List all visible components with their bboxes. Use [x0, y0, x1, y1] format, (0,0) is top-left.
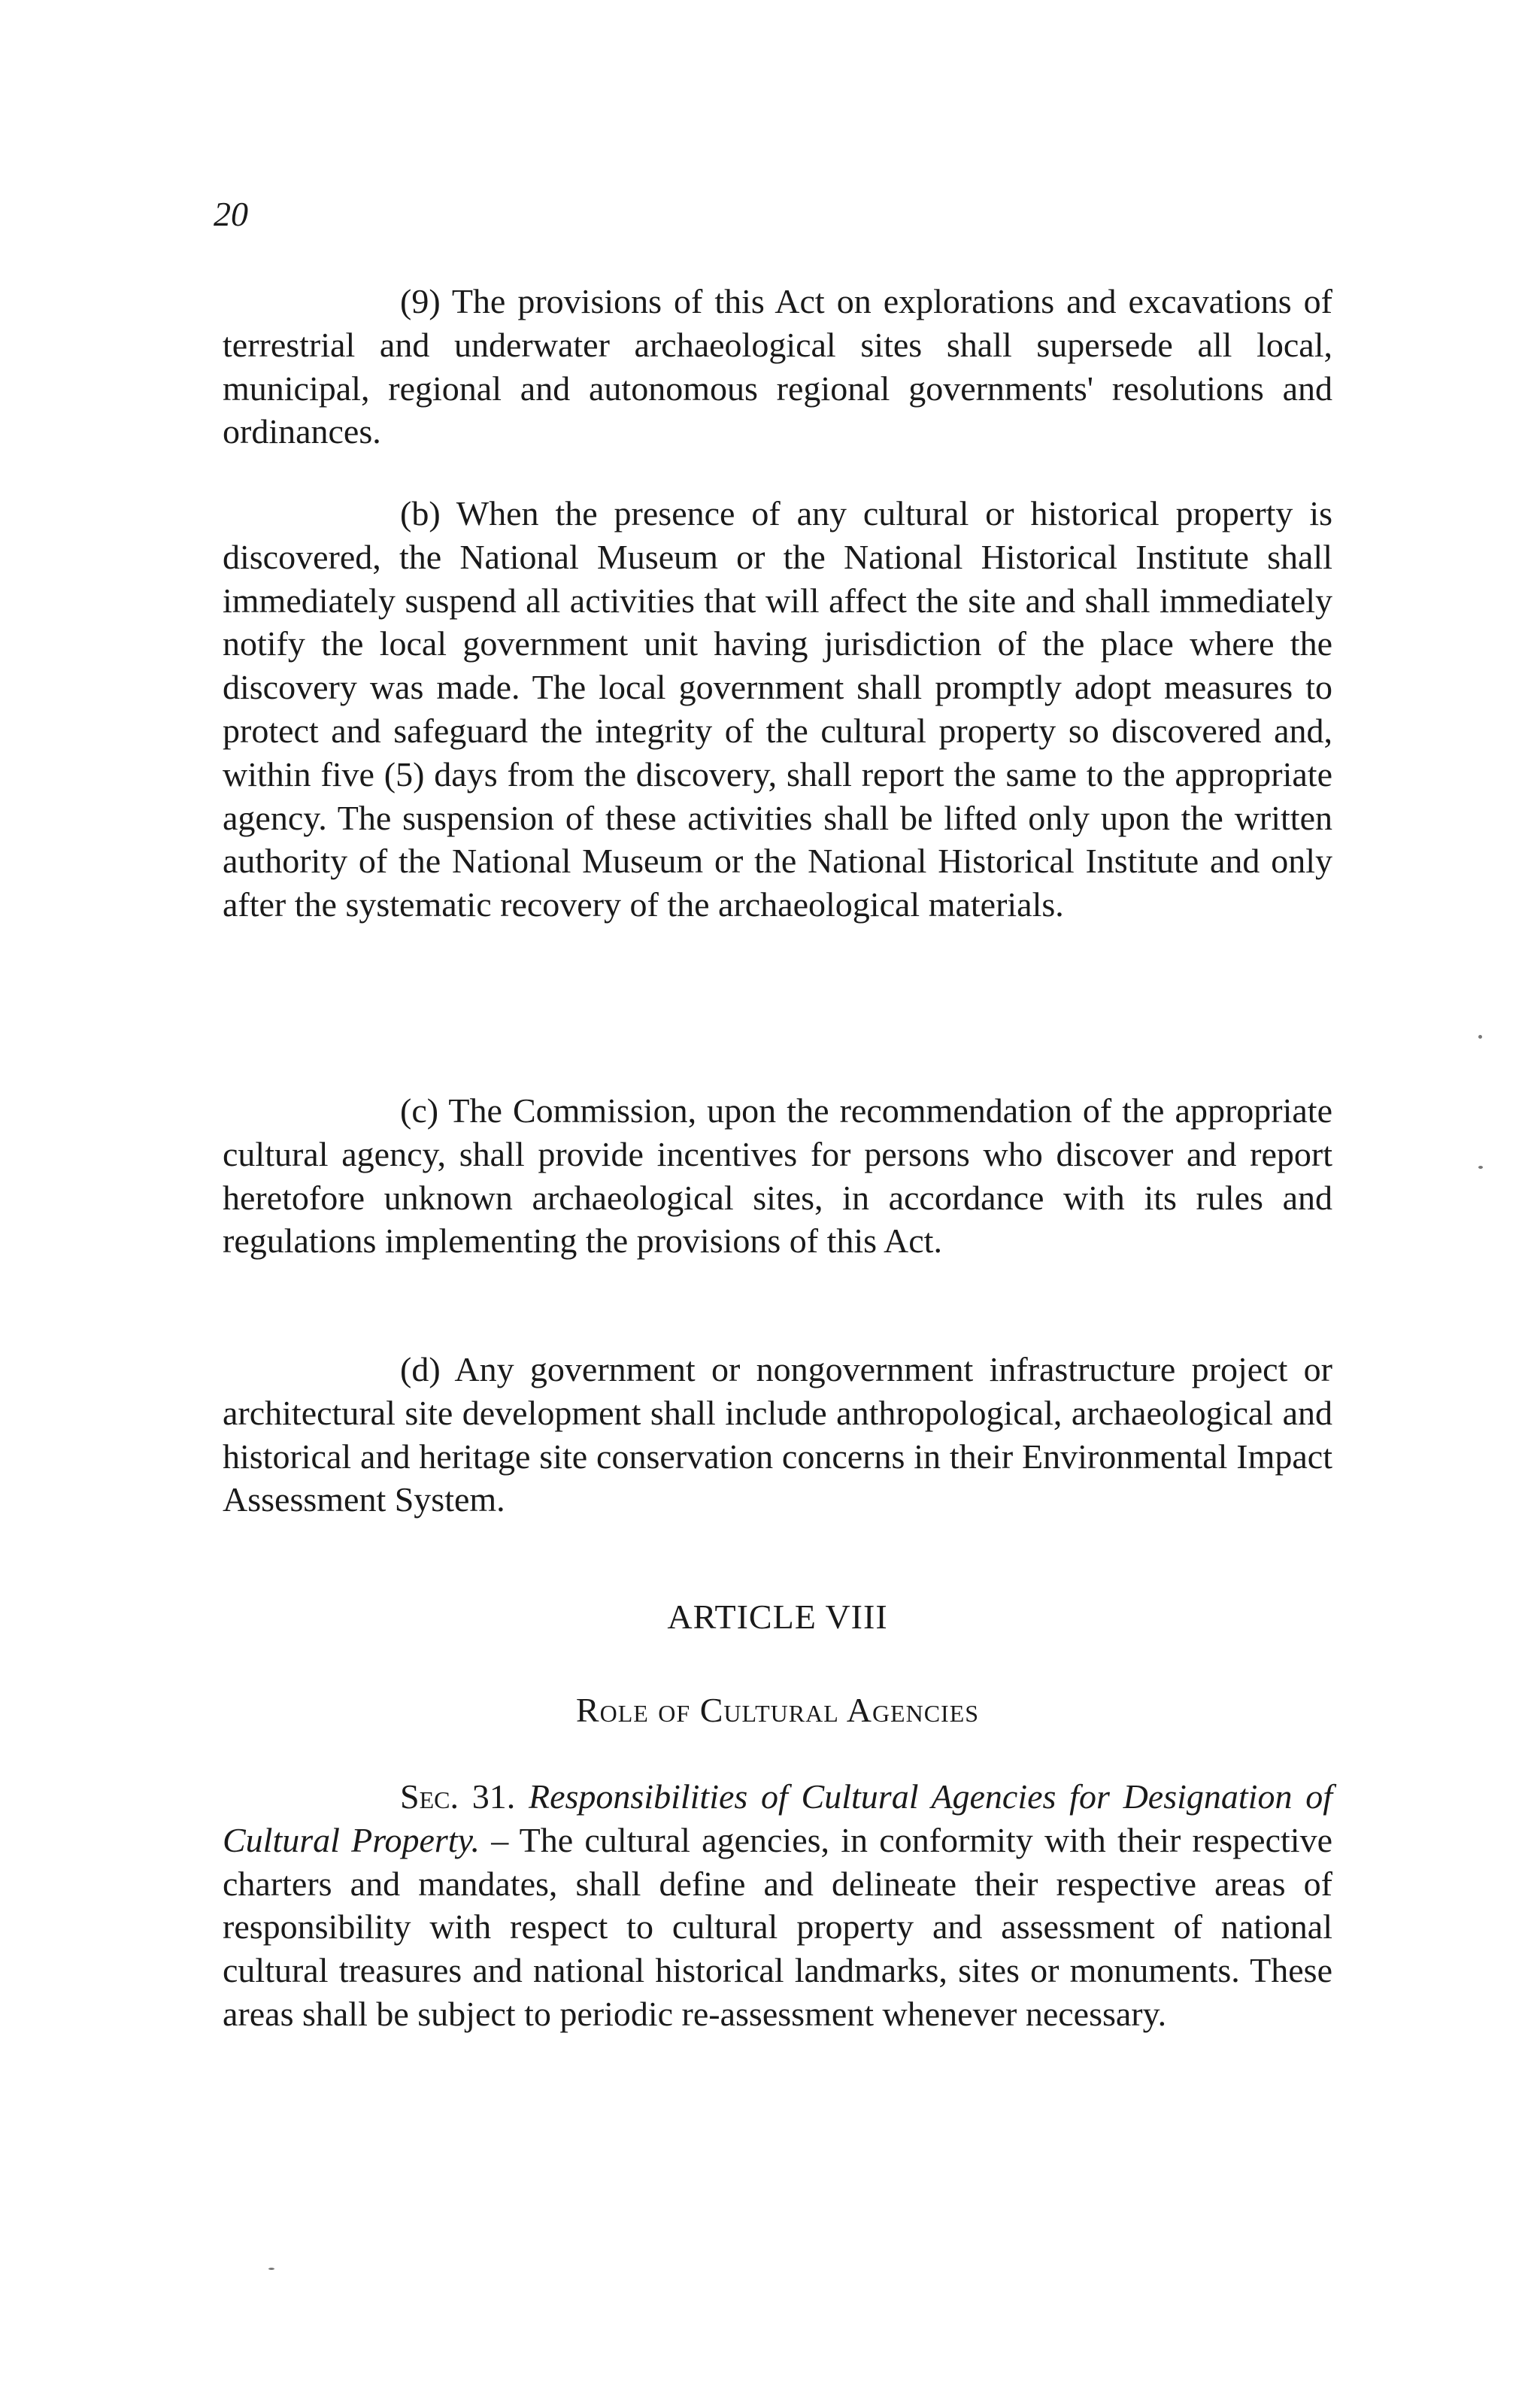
paragraph-label: (d)	[400, 1350, 441, 1388]
paragraph-b	[223, 492, 1332, 927]
paragraph-c	[223, 1089, 1332, 1263]
paragraph-label: (c)	[400, 1091, 439, 1130]
article-heading: ARTICLE VIII	[667, 1598, 888, 1636]
scan-speck	[1478, 1166, 1483, 1169]
paragraph-text: Any government or nongovernment infrastructure project or architectural site development shall include anthropological, archaeological and historical and heritage site conservation concerns in their Environmental Impact Assessment System.	[223, 1350, 1332, 1519]
scan-speck	[1478, 1035, 1482, 1039]
paragraph-text: When the presence of any cultural or historical property is discovered, the National Museum or the National Historical Institute shall immediately suspend all activities that will affect the site and shall immediately notify the local government unit having jurisdiction of the place where the discovery was made. The local government shall promptly adopt measures to protect and safeguard the integrity of the cultural property so discovered and, within five (5) days from the discovery, shall report the same to the appropriate agency. The suspension of these activities shall be lifted only upon the written authority of the National Museum or the National Historical Institute and only after the systematic recovery of the archaeological materials.	[223, 494, 1333, 924]
page-number: 20	[214, 195, 248, 233]
paragraph-text: The provisions of this Act on explorations and excavations of terrestrial and underwater archaeological sites shall supersede all local, municipal, regional and autonomous regional governments' resolutions and ordinances.	[223, 282, 1333, 451]
section-text: – The cultural agencies, in conformity with their respective charters and mandates, shall define and delineate their respective areas of responsibility with respect to cultural property and assessment of national cultural treasures and national historical landmarks, sites or monuments. These areas shall be subject to periodic re-assessment whenever necessary.	[223, 1820, 1332, 2033]
scan-speck	[268, 2268, 274, 2270]
paragraph-9	[223, 280, 1332, 454]
section-label: Sec. 31.	[400, 1777, 516, 1816]
paragraph-text: The Commission, upon the recommendation of the appropriate cultural agency, shall provide incentives for persons who discover and report heretofore unknown archaeological sites, in accordance with its rules and regulations implementing the provisions of this Act.	[223, 1091, 1332, 1261]
paragraph-label: (b)	[400, 494, 441, 533]
paragraph-label: (9)	[400, 282, 441, 320]
article-title: Role of Cultural Agencies	[575, 1691, 980, 1729]
section-title: Responsibilities of Cultural Agencies for Designation of Cultural Property.	[223, 1777, 1332, 1859]
paragraph-d	[223, 1348, 1332, 1522]
section-31	[223, 1775, 1332, 2036]
